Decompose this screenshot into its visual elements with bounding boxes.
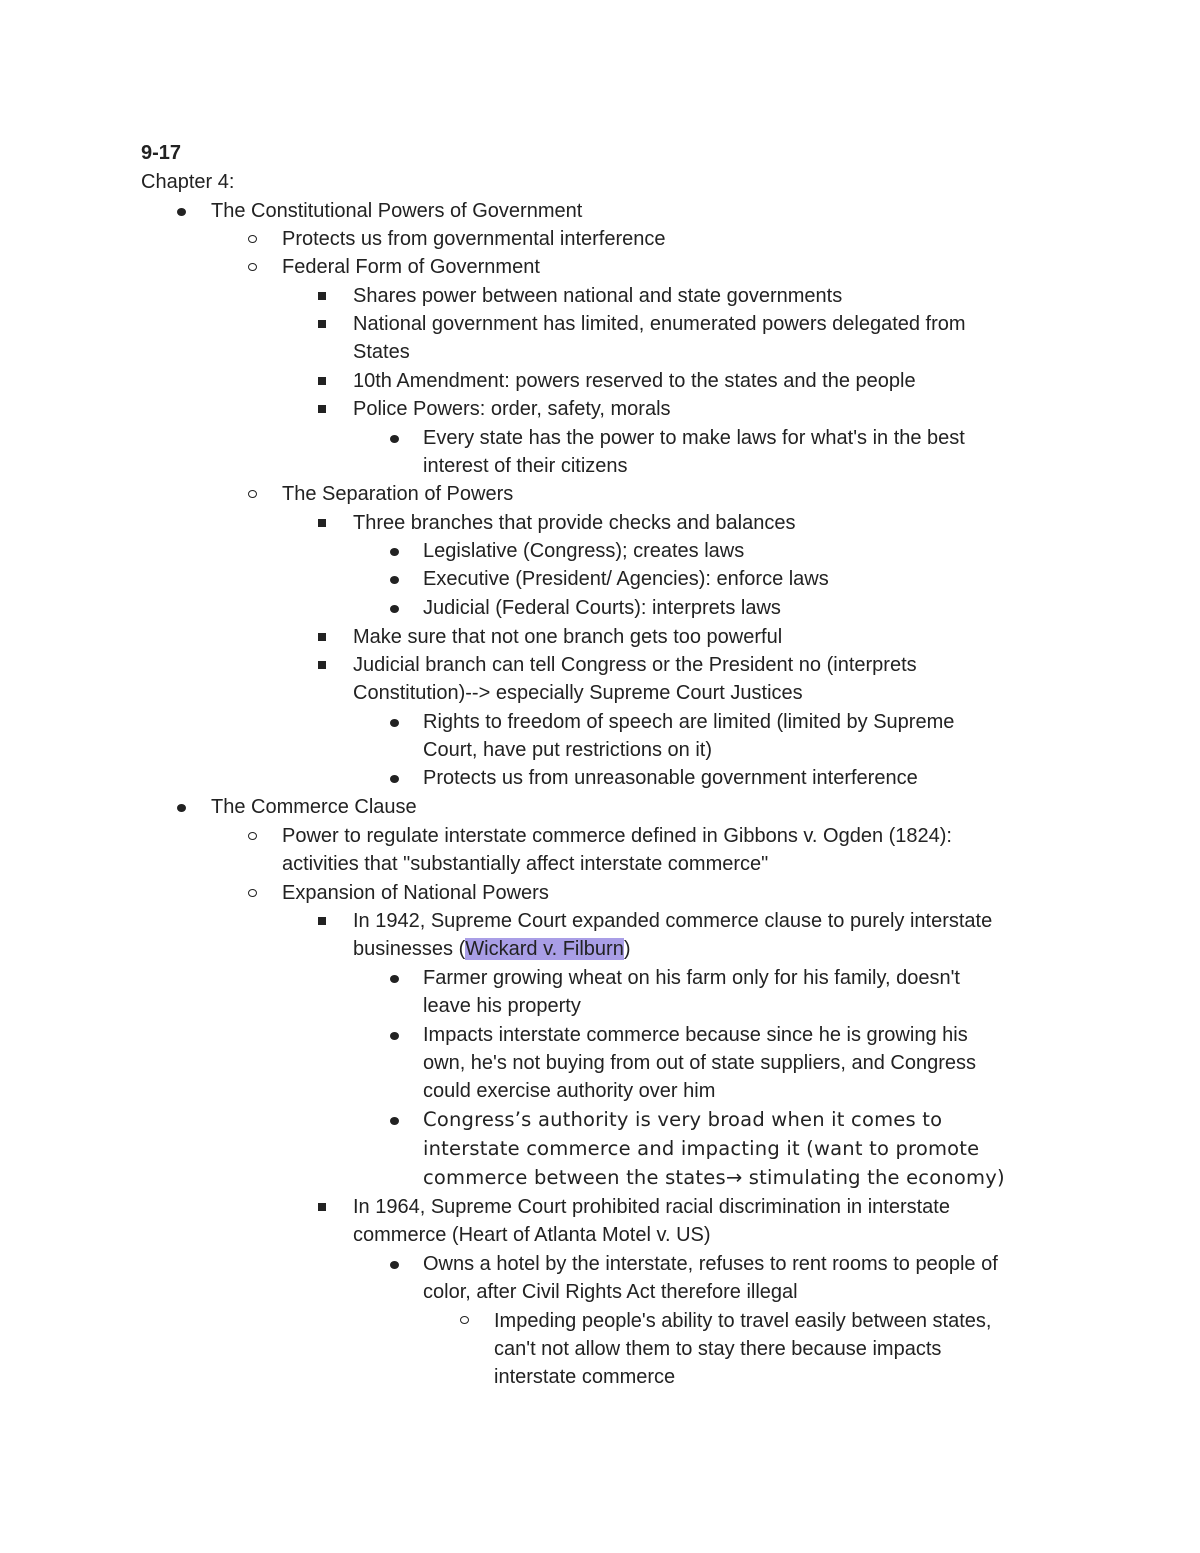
list-item: The Commerce Clause xyxy=(211,796,417,818)
disc-bullet-icon xyxy=(390,1117,399,1125)
list-item: The Constitutional Powers of Government xyxy=(211,200,583,222)
list-item-continuation: interstate commerce and impacting it (want to promote xyxy=(423,1137,980,1160)
list-item: Three branches that provide checks and balances xyxy=(353,512,796,534)
circle-bullet-icon xyxy=(248,889,257,897)
disc-bullet-icon xyxy=(390,605,399,613)
list-item: Federal Form of Government xyxy=(282,256,540,278)
square-bullet-icon xyxy=(318,917,326,925)
list-item: In 1964, Supreme Court prohibited racial discrimination in interstate xyxy=(353,1196,950,1218)
list-item: Protects us from governmental interference xyxy=(282,228,666,250)
list-item: Owns a hotel by the interstate, refuses to rent rooms to people of xyxy=(423,1253,998,1275)
circle-bullet-icon xyxy=(460,1316,469,1324)
list-item-text: ) xyxy=(623,938,631,960)
disc-bullet-icon xyxy=(390,975,399,983)
chapter-label: Chapter 4: xyxy=(141,171,235,193)
disc-bullet-icon xyxy=(390,719,399,727)
disc-bullet-icon xyxy=(390,548,399,556)
circle-bullet-icon xyxy=(248,263,257,271)
list-item-continuation: leave his property xyxy=(423,995,581,1017)
list-item: 10th Amendment: powers reserved to the states and the people xyxy=(353,370,916,392)
list-item-continuation: could exercise authority over him xyxy=(423,1080,716,1102)
square-bullet-icon xyxy=(318,661,326,669)
list-item-continuation: color, after Civil Rights Act therefore illegal xyxy=(423,1281,798,1303)
square-bullet-icon xyxy=(318,633,326,641)
list-item: In 1942, Supreme Court expanded commerce clause to purely interstate xyxy=(353,910,993,932)
list-item-continuation: Constitution)--> especially Supreme Court Justices xyxy=(353,682,803,704)
highlighted-case-name: Wickard v. Filburn xyxy=(465,938,624,960)
list-item-continuation: activities that "substantially affect interstate commerce" xyxy=(282,853,769,875)
disc-bullet-icon xyxy=(390,576,399,584)
square-bullet-icon xyxy=(318,405,326,413)
disc-bullet-icon xyxy=(177,208,186,216)
list-item-text: businesses ( xyxy=(353,938,466,960)
list-item-continuation: interest of their citizens xyxy=(423,455,628,477)
list-item-continuation: commerce between the states→ stimulating the economy) xyxy=(423,1166,1005,1189)
list-item: The Separation of Powers xyxy=(282,483,514,505)
square-bullet-icon xyxy=(318,320,326,328)
list-item-continuation: States xyxy=(353,341,410,363)
list-item: Every state has the power to make laws for what's in the best xyxy=(423,427,965,449)
disc-bullet-icon xyxy=(390,775,399,783)
list-item: Power to regulate interstate commerce defined in Gibbons v. Ogden (1824): xyxy=(282,825,952,847)
date-heading: 9-17 xyxy=(141,142,182,164)
list-item: Shares power between national and state governments xyxy=(353,285,843,307)
square-bullet-icon xyxy=(318,377,326,385)
list-item: Farmer growing wheat on his farm only for his family, doesn't xyxy=(423,967,960,989)
list-item: Protects us from unreasonable government interference xyxy=(423,767,918,789)
list-item: Impeding people's ability to travel easily between states, xyxy=(494,1310,992,1332)
list-item: Rights to freedom of speech are limited (limited by Supreme xyxy=(423,711,955,733)
list-item: Judicial branch can tell Congress or the President no (interprets xyxy=(353,654,917,676)
circle-bullet-icon xyxy=(248,832,257,840)
list-item: Legislative (Congress); creates laws xyxy=(423,540,745,562)
circle-bullet-icon xyxy=(248,490,257,498)
disc-bullet-icon xyxy=(390,1032,399,1040)
square-bullet-icon xyxy=(318,519,326,527)
list-item-continuation: can't not allow them to stay there because impacts xyxy=(494,1338,942,1360)
list-item-continuation: interstate commerce xyxy=(494,1366,676,1388)
list-item: Judicial (Federal Courts): interprets laws xyxy=(423,597,781,619)
list-item-continuation: Court, have put restrictions on it) xyxy=(423,739,713,761)
list-item: Expansion of National Powers xyxy=(282,882,549,904)
list-item: Congress’s authority is very broad when it comes to xyxy=(423,1108,943,1131)
list-item: National government has limited, enumerated powers delegated from xyxy=(353,313,966,335)
square-bullet-icon xyxy=(318,292,326,300)
disc-bullet-icon xyxy=(390,1261,399,1269)
list-item: Make sure that not one branch gets too powerful xyxy=(353,626,783,648)
list-item: Police Powers: order, safety, morals xyxy=(353,398,671,420)
list-item-continuation: commerce (Heart of Atlanta Motel v. US) xyxy=(353,1224,711,1246)
list-item-continuation xyxy=(353,935,631,963)
disc-bullet-icon xyxy=(177,804,186,812)
disc-bullet-icon xyxy=(390,435,399,443)
circle-bullet-icon xyxy=(248,235,257,243)
list-item: Impacts interstate commerce because since he is growing his xyxy=(423,1024,968,1046)
list-item-continuation: own, he's not buying from out of state suppliers, and Congress xyxy=(423,1052,977,1074)
square-bullet-icon xyxy=(318,1203,326,1211)
list-item: Executive (President/ Agencies): enforce laws xyxy=(423,568,829,590)
